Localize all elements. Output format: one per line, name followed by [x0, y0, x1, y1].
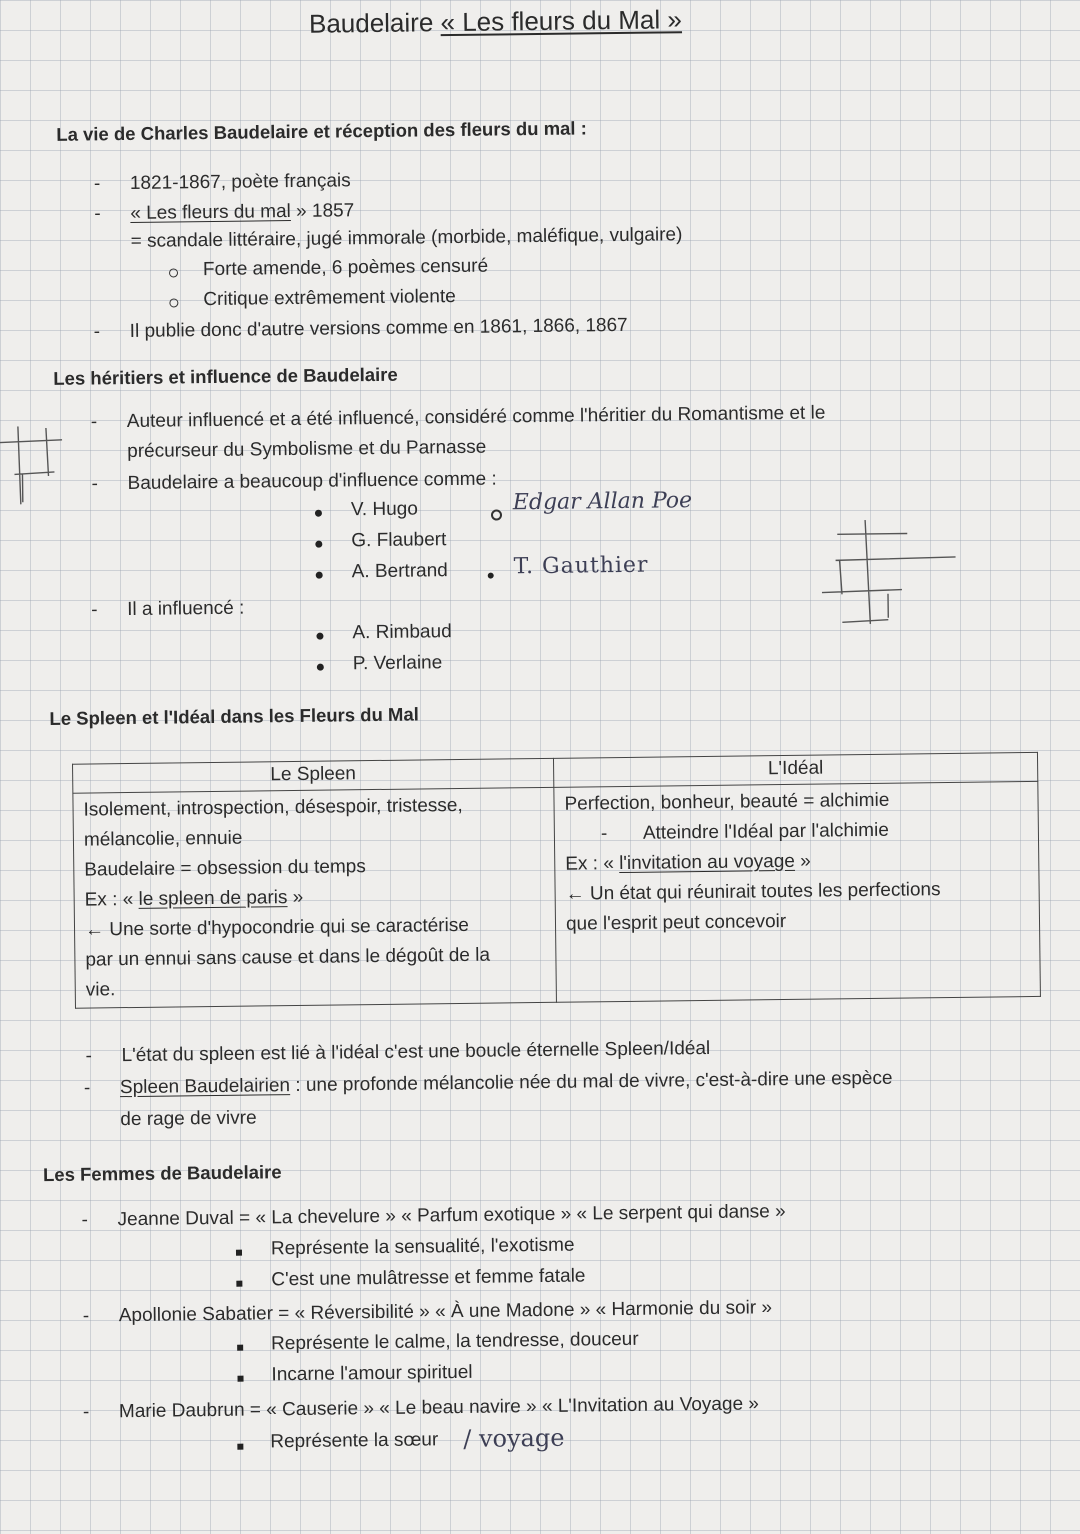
spleen-example-link: le spleen de paris: [138, 887, 288, 910]
jeanne-bullet: Représente la sensualité, l'exotisme: [270, 1234, 575, 1260]
section1-item3: - Il publie donc d'autre versions comme en 1861, 1866, 1867: [130, 315, 628, 343]
title-prefix: Baudelaire: [308, 7, 434, 39]
spleen-example: Ex : « le spleen de paris »: [84, 886, 304, 911]
ideal-line: Perfection, bonheur, beauté = alchimie: [564, 789, 890, 815]
section1-circle1: Forte amende, 6 poèmes censuré: [202, 255, 489, 281]
table-cell-spleen: [73, 787, 557, 1008]
influence-item: A. Bertrand: [351, 560, 448, 583]
table-cell-ideal: [554, 781, 1041, 1002]
section1-item2-rest: » 1857: [295, 200, 355, 222]
section3-after1: - L'état du spleen est lié à l'idéal c'est une boucle éternelle Spleen/Idéal: [121, 1038, 710, 1067]
marie-bullet: Représente la sœur: [270, 1429, 439, 1453]
spleen-def: par un ennui sans cause et dans le dégoût de la: [85, 944, 491, 971]
spleen-def: ← Une sorte d'hypocondrie qui se caractérise: [84, 914, 469, 941]
section1-heading: La vie de Charles Baudelaire et réception des fleurs du mal :: [56, 117, 587, 145]
table-header-ideal: L'Idéal: [553, 752, 1037, 787]
ideal-def: ← Un état qui réunirait toutes les perfections: [565, 879, 941, 905]
bullet-icon: [316, 633, 323, 640]
spleen-line: Baudelaire = obsession du temps: [84, 856, 366, 881]
section2-item2: - Baudelaire a beaucoup d'influence comme :: [127, 469, 496, 496]
circle-bullet-icon: [491, 509, 502, 520]
influence-item: G. Flaubert: [351, 529, 447, 552]
square-bullet-icon: [236, 1281, 242, 1287]
spleen-line: Isolement, introspection, désespoir, tristesse,: [83, 794, 463, 821]
bullet-icon: [317, 664, 324, 671]
influenced-item: P. Verlaine: [352, 652, 443, 675]
spleen-def: vie.: [85, 979, 116, 1001]
jeanne-bullet: C'est une mulâtresse et femme fatale: [271, 1265, 586, 1291]
section3-heading: Le Spleen et l'Idéal dans les Fleurs du Mal: [49, 703, 419, 729]
ideal-def: que l'esprit peut concevoir: [565, 911, 787, 935]
influence-item: V. Hugo: [350, 498, 418, 521]
circle-bullet-icon: [169, 298, 178, 307]
section1-item2: [130, 200, 354, 225]
square-bullet-icon: [236, 1250, 242, 1256]
section1-item2-sub: = scandale littéraire, jugé immorale (morbide, maléfique, vulgaire): [130, 224, 683, 252]
spleen-line: mélancolie, ennuie: [83, 827, 243, 851]
square-bullet-icon: [237, 1444, 243, 1450]
doodle-grid-mark: [0, 426, 67, 507]
section2-item1-line2: précurseur du Symbolisme et du Parnasse: [127, 436, 487, 463]
handwritten-influence: Edgar Allan Poe: [512, 488, 693, 516]
woman-apollonie: - Apollonie Sabatier = « Réversibilité » « À une Madone » « Harmonie du soir »: [119, 1297, 772, 1327]
title-underlined: « Les fleurs du Mal »: [440, 4, 683, 38]
section2-item1-line1: - Auteur influencé et a été influencé, considéré comme l'héritier du Romantisme et le: [127, 402, 826, 433]
ideal-example: Ex : « l'invitation au voyage »: [565, 850, 811, 875]
section3-after2-line2: de rage de vivre: [120, 1107, 257, 1131]
section1-item1: - 1821-1867, poète français: [130, 170, 351, 195]
handwritten-influence: T. Gauthier: [513, 552, 649, 580]
bullet-icon: [315, 510, 322, 517]
bullet-icon: [315, 541, 322, 548]
section4-heading: Les Femmes de Baudelaire: [42, 1161, 282, 1186]
marie-handwritten: / voyage: [463, 1423, 565, 1453]
woman-marie: - Marie Daubrun = « Causerie » « Le beau navire » « L'Invitation au Voyage »: [119, 1393, 759, 1423]
page-title: [309, 4, 682, 40]
section3-after2: - Spleen Baudelairien : une profonde mélancolie née du mal de vivre, c'est-à-dire une espèce: [120, 1068, 893, 1099]
table-header-spleen: Le Spleen: [73, 758, 554, 793]
spleen-ideal-table: [72, 752, 1041, 1009]
square-bullet-icon: [237, 1376, 243, 1382]
ideal-example-link: l'invitation au voyage: [619, 850, 796, 875]
section1-item2-link: « Les fleurs du mal: [130, 201, 291, 224]
apollonie-bullet: Représente le calme, la tendresse, douceur: [270, 1328, 639, 1355]
apollonie-bullet: Incarne l'amour spirituel: [271, 1361, 473, 1386]
spleen-baudelairien-link: Spleen Baudelairien: [119, 1075, 291, 1099]
influenced-item: A. Rimbaud: [352, 621, 452, 644]
section2-item3: - Il a influencé :: [127, 598, 245, 621]
ideal-sub-item: - Atteindre l'Idéal par l'alchimie: [600, 819, 889, 845]
section1-circle2: Critique extrêmement violente: [203, 285, 456, 311]
doodle-grid-mark: [817, 519, 958, 631]
woman-jeanne: - Jeanne Duval = « La chevelure » « Parfum exotique » « Le serpent qui danse »: [117, 1201, 785, 1231]
bullet-icon: [316, 572, 323, 579]
circle-bullet-icon: [169, 268, 178, 277]
bullet-icon: [488, 573, 494, 579]
square-bullet-icon: [237, 1345, 243, 1351]
section2-heading: Les héritiers et influence de Baudelaire: [53, 363, 398, 389]
